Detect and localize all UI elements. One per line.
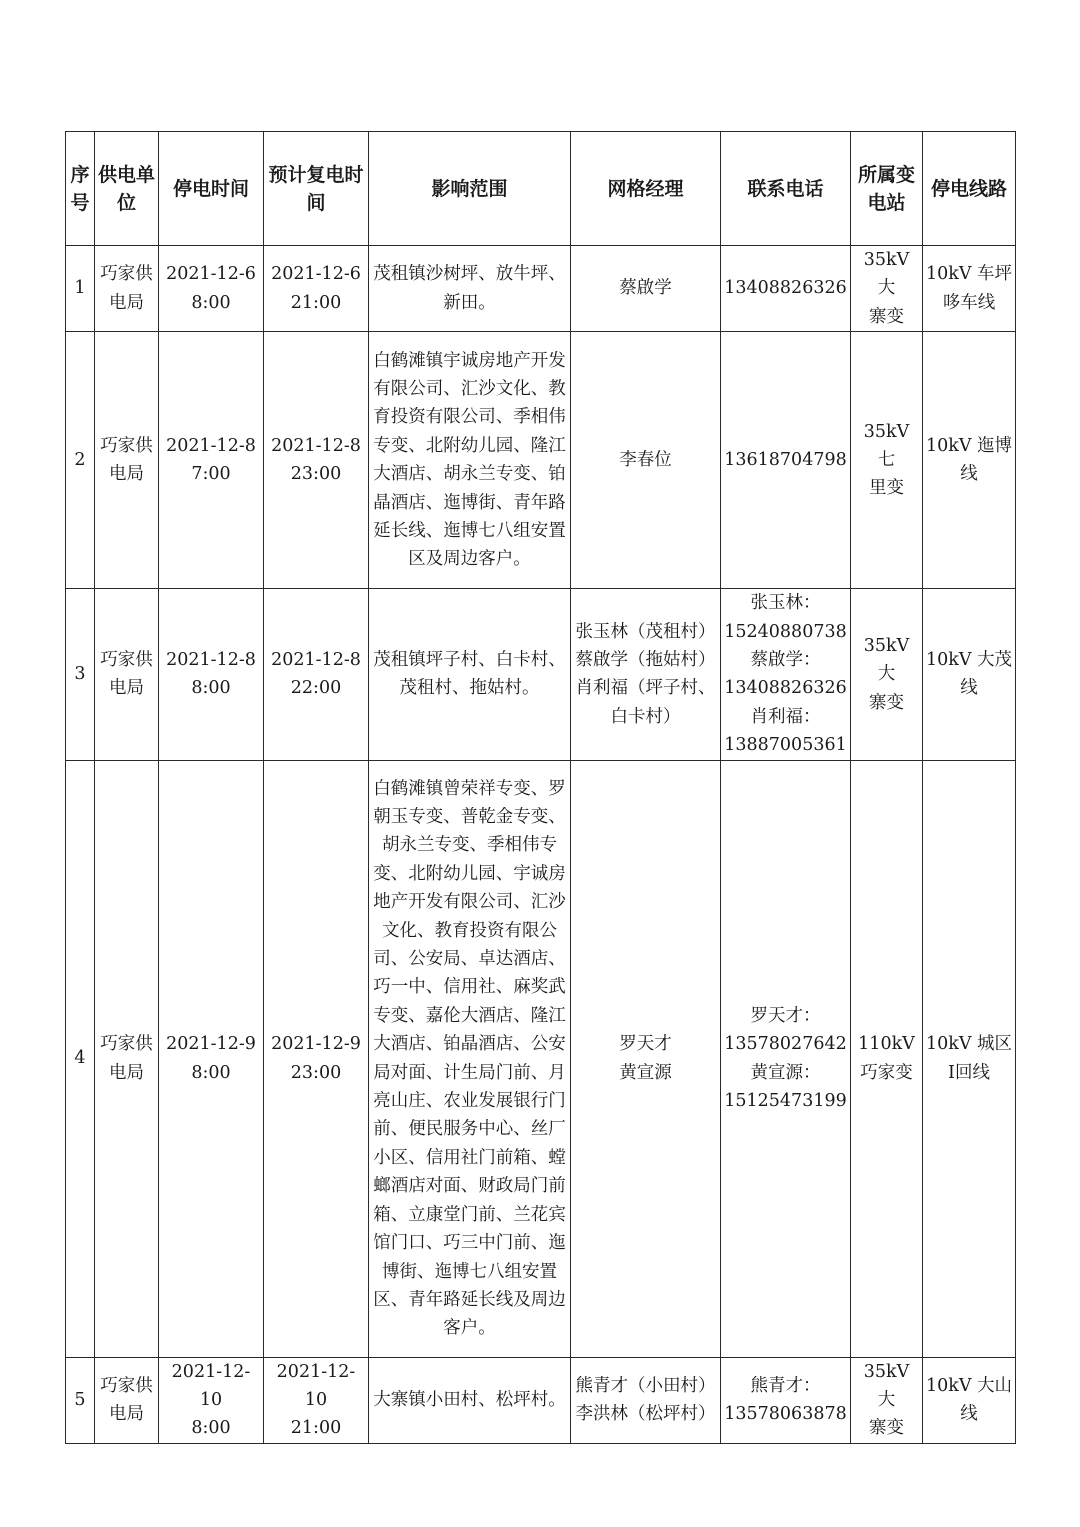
header-phone: 联系电话: [721, 132, 851, 246]
cell-phone: 熊青才： 13578063878: [721, 1357, 851, 1443]
cell-unit: 巧家供 电局: [95, 760, 159, 1357]
header-manager: 网格经理: [571, 132, 721, 246]
cell-start-time: 2021-12-10 8:00: [159, 1357, 264, 1443]
cell-restore-time: 2021-12-8 23:00: [264, 332, 369, 589]
cell-line: 10kV 迤博 线: [923, 332, 1016, 589]
header-row: [66, 132, 1016, 246]
header-unit: 供电单位: [95, 132, 159, 246]
cell-phone: 张玉林： 15240880738 蔡啟学： 13408826326 肖利福： 13887005361: [721, 589, 851, 760]
table-row: [66, 1357, 1016, 1443]
cell-no: 2: [66, 332, 95, 589]
cell-substation: 35kV 大 寨变: [851, 246, 923, 332]
cell-unit: 巧家供 电局: [95, 589, 159, 760]
cell-substation: 35kV 七 里变: [851, 332, 923, 589]
cell-scope: 白鹤滩镇宇诚房地产开发有限公司、汇沙文化、教育投资有限公司、季相伟专变、北附幼儿园、隆江大酒店、胡永兰专变、铂晶酒店、迤博街、青年路延长线、迤博七八组安置区及周边客户。: [369, 332, 571, 589]
cell-restore-time: 2021-12-10 21:00: [264, 1357, 369, 1443]
header-line: 停电线路: [923, 132, 1016, 246]
cell-restore-time: 2021-12-9 23:00: [264, 760, 369, 1357]
cell-restore-time: 2021-12-8 22:00: [264, 589, 369, 760]
cell-unit: 巧家供 电局: [95, 332, 159, 589]
cell-manager: 张玉林（茂租村） 蔡啟学（拖姑村） 肖利福（坪子村、 白卡村）: [571, 589, 721, 760]
cell-substation: 35kV 大 寨变: [851, 1357, 923, 1443]
header-restore-time: 预计复电时间: [264, 132, 369, 246]
table-row: [66, 332, 1016, 589]
cell-phone: 13618704798: [721, 332, 851, 589]
cell-phone: 13408826326: [721, 246, 851, 332]
cell-line: 10kV 车坪 哆车线: [923, 246, 1016, 332]
cell-restore-time: 2021-12-6 21:00: [264, 246, 369, 332]
cell-line: 10kV 大山 线: [923, 1357, 1016, 1443]
header-substation: 所属变电站: [851, 132, 923, 246]
header-scope: 影响范围: [369, 132, 571, 246]
outage-schedule-table: [65, 131, 1016, 1444]
cell-manager: 罗天才 黄宣源: [571, 760, 721, 1357]
cell-manager: 熊青才（小田村） 李洪林（松坪村）: [571, 1357, 721, 1443]
cell-start-time: 2021-12-9 8:00: [159, 760, 264, 1357]
cell-scope: 茂租镇坪子村、白卡村、茂租村、拖姑村。: [369, 589, 571, 760]
cell-start-time: 2021-12-8 7:00: [159, 332, 264, 589]
cell-unit: 巧家供 电局: [95, 246, 159, 332]
cell-scope: 大寨镇小田村、松坪村。: [369, 1357, 571, 1443]
cell-scope: 白鹤滩镇曾荣祥专变、罗朝玉专变、普乾金专变、胡永兰专变、季相伟专变、北附幼儿园、宇诚房地产开发有限公司、汇沙文化、教育投资有限公司、公安局、卓达酒店、巧一中、信用社、麻奖武专变、嘉伦大酒店、隆江大酒店、铂晶酒店、公安局对面、计生局门前、月亮山庄、农业发展银行门前、便民服务中心、丝厂小区、信用社门前箱、螳螂酒店对面、财政局门前箱、立康堂门前、兰花宾馆门口、巧三中门前、迤博街、迤博七八组安置区、青年路延长线及周边客户。: [369, 760, 571, 1357]
cell-manager: 蔡啟学: [571, 246, 721, 332]
cell-no: 3: [66, 589, 95, 760]
cell-no: 5: [66, 1357, 95, 1443]
table-row: [66, 760, 1016, 1357]
cell-substation: 110kV 巧家变: [851, 760, 923, 1357]
cell-scope: 茂租镇沙树坪、放牛坪、新田。: [369, 246, 571, 332]
header-start-time: 停电时间: [159, 132, 264, 246]
table-row: [66, 246, 1016, 332]
cell-line: 10kV 城区 Ⅰ回线: [923, 760, 1016, 1357]
cell-phone: 罗天才： 13578027642 黄宣源： 15125473199: [721, 760, 851, 1357]
cell-substation: 35kV 大 寨变: [851, 589, 923, 760]
header-no: 序号: [66, 132, 95, 246]
cell-line: 10kV 大茂 线: [923, 589, 1016, 760]
cell-no: 4: [66, 760, 95, 1357]
cell-unit: 巧家供 电局: [95, 1357, 159, 1443]
cell-no: 1: [66, 246, 95, 332]
cell-start-time: 2021-12-6 8:00: [159, 246, 264, 332]
table-row: [66, 589, 1016, 760]
cell-manager: 李春位: [571, 332, 721, 589]
cell-start-time: 2021-12-8 8:00: [159, 589, 264, 760]
